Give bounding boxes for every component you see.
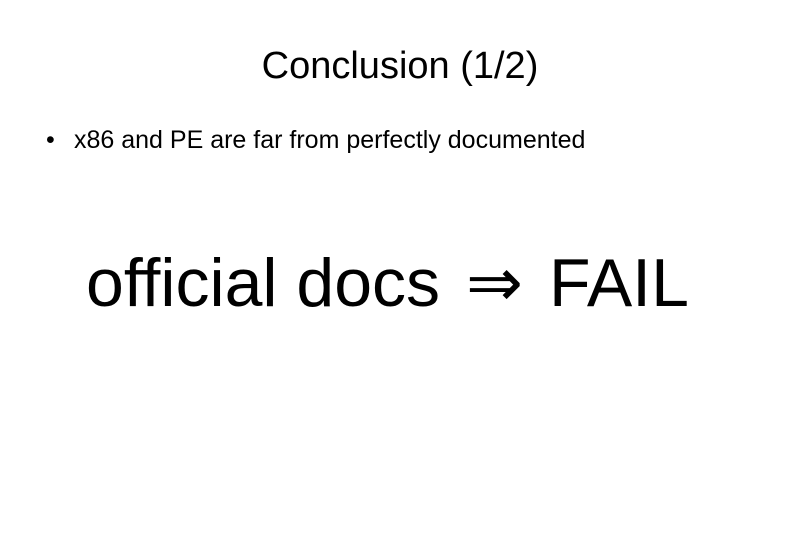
slide-title: Conclusion (1/2)	[261, 45, 539, 87]
statement-right-text: FAIL	[549, 245, 689, 321]
bullet-marker: •	[46, 126, 55, 154]
implies-arrow-icon: ⇒	[466, 245, 524, 321]
statement-left-text: official docs	[86, 245, 441, 321]
conclusion-statement	[86, 238, 689, 328]
bullet-item	[46, 124, 585, 156]
bullet-text: x86 and PE are far from perfectly documented	[74, 126, 586, 154]
